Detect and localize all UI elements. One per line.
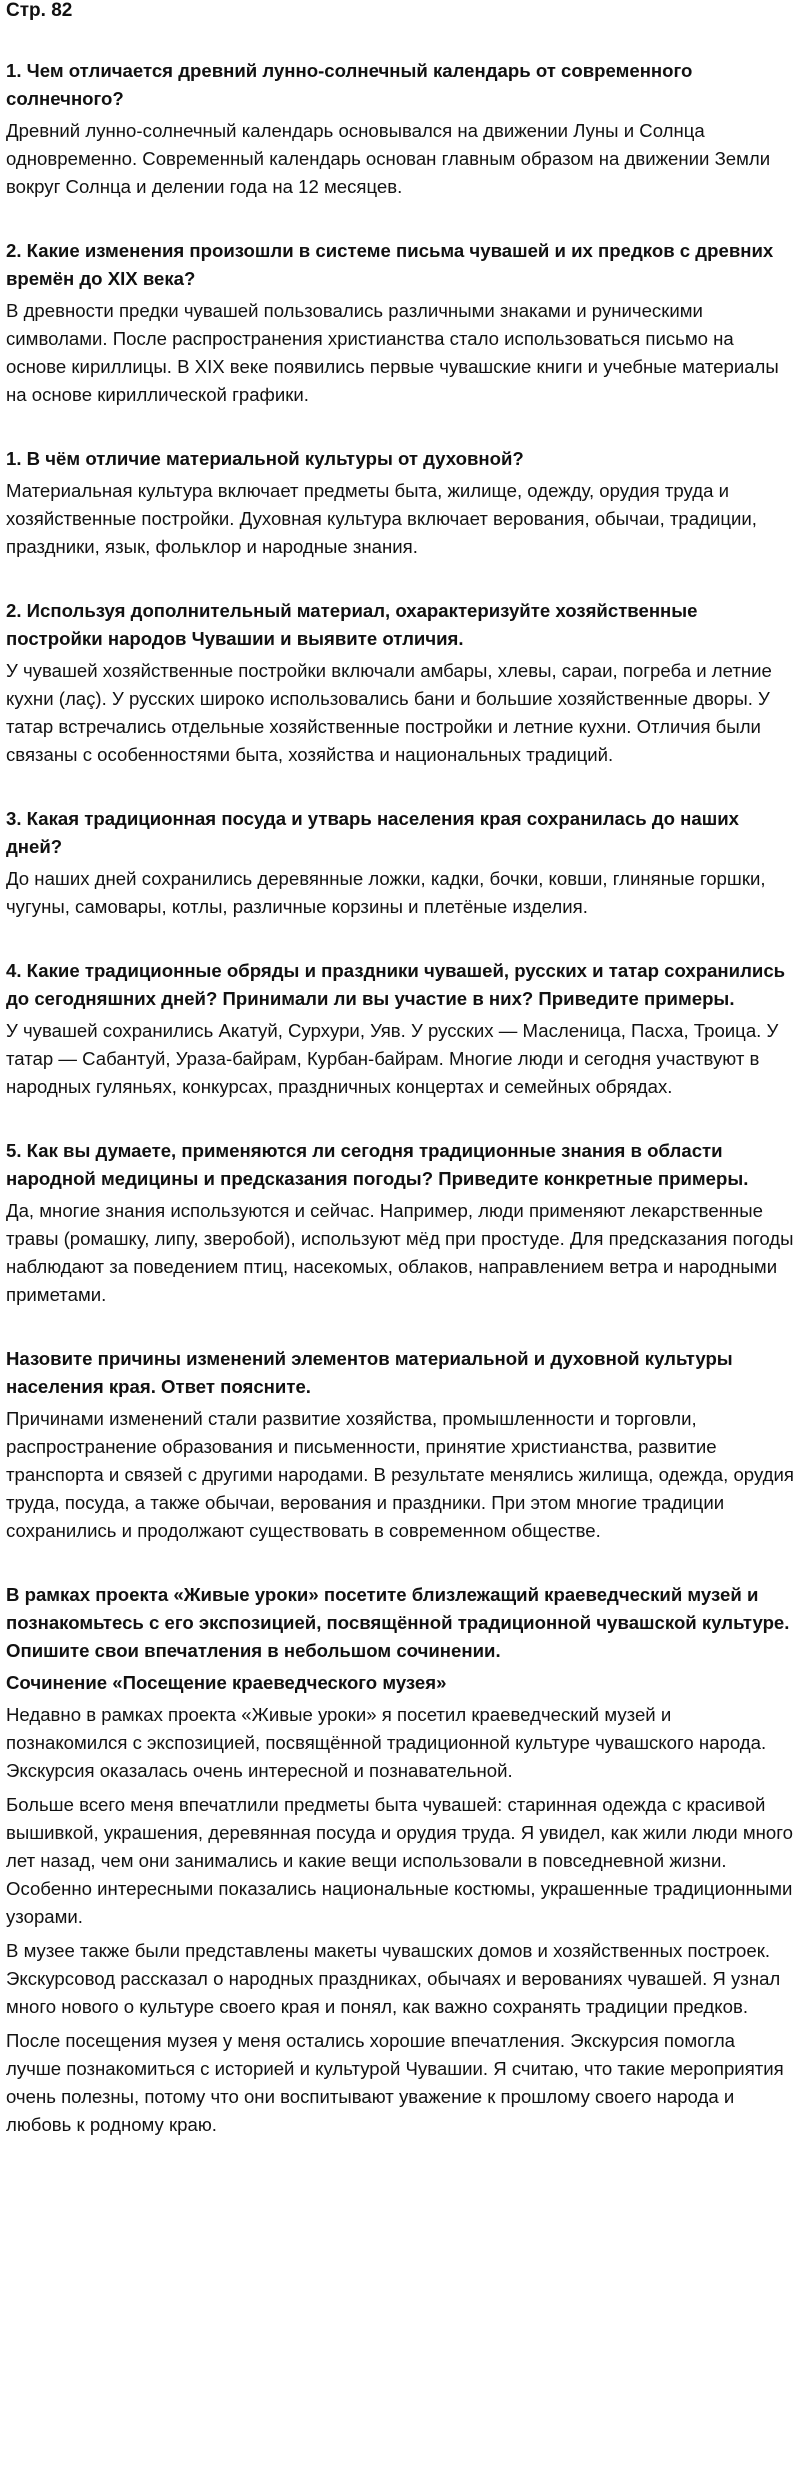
answer: Древний лунно-солнечный календарь основывался на движении Луны и Солнца одновременно. Современный календарь основан главным образом на движении Земли вокруг Солнца и делении года на 12 месяцев. — [6, 120, 771, 197]
answer: До наших дней сохранились деревянные ложки, кадки, бочки, ковши, глиняные горшки, чугуны, самовары, котлы, различные корзины и плетёные изделия. — [6, 868, 766, 917]
page — [0, 1, 800, 2139]
essay-paragraph: Недавно в рамках проекта «Живые уроки» я посетил краеведческий музей и познакомился с экспозицией, посвящённой традиционной культуре чувашского народа. Экскурсия оказалась очень интересной и познавательной. — [6, 1704, 767, 1781]
qa-block-1 — [6, 57, 794, 201]
question: 5. Как вы думаете, применяются ли сегодня традиционные знания в области народной медицины и предсказания погоды? Приведите конкретные примеры. — [6, 1140, 749, 1189]
essay-paragraph: После посещения музея у меня остались хорошие впечатления. Экскурсия помогла лучше познакомиться с историей и культурой Чувашии. Я считаю, что такие мероприятия очень полезны, потому что они воспитывают уважение к прошлому своего народа и любовь к родному краю. — [6, 2030, 784, 2135]
question: 4. Какие традиционные обряды и праздники чувашей, русских и татар сохранились до сегодняшних дней? Принимали ли вы участие в них? Приведите примеры. — [6, 960, 786, 1009]
question: 3. Какая традиционная посуда и утварь населения края сохранилась до наших дней? — [6, 808, 740, 857]
question: 1. Чем отличается древний лунно-солнечный календарь от современного солнечного? — [6, 60, 693, 109]
qa-block-5 — [6, 805, 794, 921]
qa-block-8 — [6, 1345, 794, 1545]
answer: В древности предки чувашей пользовались различными знаками и руническими символами. После распространения христианства стало использоваться письмо на основе кириллицы. В XIX веке появились первые чувашские книги и учебные материалы на основе кириллической графики. — [6, 300, 779, 405]
qa-block-4 — [6, 597, 794, 769]
essay-block — [6, 1581, 794, 2139]
answer: Да, многие знания используются и сейчас. Например, люди применяют лекарственные травы (ромашку, липу, зверобой), используют мёд при простуде. Для предсказания погоды наблюдают за поведением птиц, насекомых, облаков, направлением ветра и народными приметами. — [6, 1200, 794, 1305]
essay-title: Сочинение «Посещение краеведческого музея» — [6, 1672, 447, 1693]
answer: У чувашей сохранились Акатуй, Сурхури, Уяв. У русских — Масленица, Пасха, Троица. У татар — Сабантуй, Ураза-байрам, Курбан-байрам. Многие люди и сегодня участвуют в народных гуляньях, конкурсах, праздничных концертах и семейных обрядах. — [6, 1020, 779, 1097]
essay-task: В рамках проекта «Живые уроки» посетите близлежащий краеведческий музей и познакомьтесь с его экспозицией, посвящённой традиционной чувашской культуре. Опишите свои впечатления в небольшом сочинении. — [6, 1584, 790, 1661]
qa-block-3 — [6, 445, 794, 561]
essay-paragraph: Больше всего меня впечатлили предметы быта чувашей: старинная одежда с красивой вышивкой, украшения, деревянная посуда и орудия труда. Я увидел, как жили люди много лет назад, чем они занимались и какие вещи использовали в повседневной жизни. Особенно интересными показались национальные костюмы, украшенные традиционными узорами. — [6, 1794, 793, 1927]
answer: Причинами изменений стали развитие хозяйства, промышленности и торговли, распространение образования и письменности, принятие христианства, развитие транспорта и связей с другими народами. В результате менялись жилища, одежда, орудия труда, посуда, а также обычаи, верования и праздники. При этом многие традиции сохранились и продолжают существовать в современном обществе. — [6, 1408, 794, 1541]
answer: У чувашей хозяйственные постройки включали амбары, хлевы, сараи, погреба и летние кухни (лаç). У русских широко использовались бани и большие хозяйственные дворы. У татар встречались отдельные хозяйственные постройки и летние кухни. Отличия были связаны с особенностями быта, хозяйства и национальных традиций. — [6, 660, 772, 765]
question: 2. Какие изменения произошли в системе письма чувашей и их предков с древних времён до XIX века? — [6, 240, 774, 289]
question: 1. В чём отличие материальной культуры от духовной? — [6, 448, 524, 469]
qa-block-6 — [6, 957, 794, 1101]
qa-block-7 — [6, 1137, 794, 1309]
answer: Материальная культура включает предметы быта, жилище, одежду, орудия труда и хозяйственные постройки. Духовная культура включает верования, обычаи, традиции, праздники, язык, фольклор и народные знания. — [6, 480, 757, 557]
question: Назовите причины изменений элементов материальной и духовной культуры населения края. Ответ поясните. — [6, 1348, 733, 1397]
essay-paragraph: В музее также были представлены макеты чувашских домов и хозяйственных построек. Экскурсовод рассказал о народных праздниках, обычаях и верованиях чувашей. Я узнал много нового о культуре своего края и понял, как важно сохранять традиции предков. — [6, 1940, 781, 2017]
qa-block-2 — [6, 237, 794, 409]
question: 2. Используя дополнительный материал, охарактеризуйте хозяйственные постройки народов Чувашии и выявите отличия. — [6, 600, 698, 649]
page-title: Стр. 82 — [6, 0, 73, 21]
